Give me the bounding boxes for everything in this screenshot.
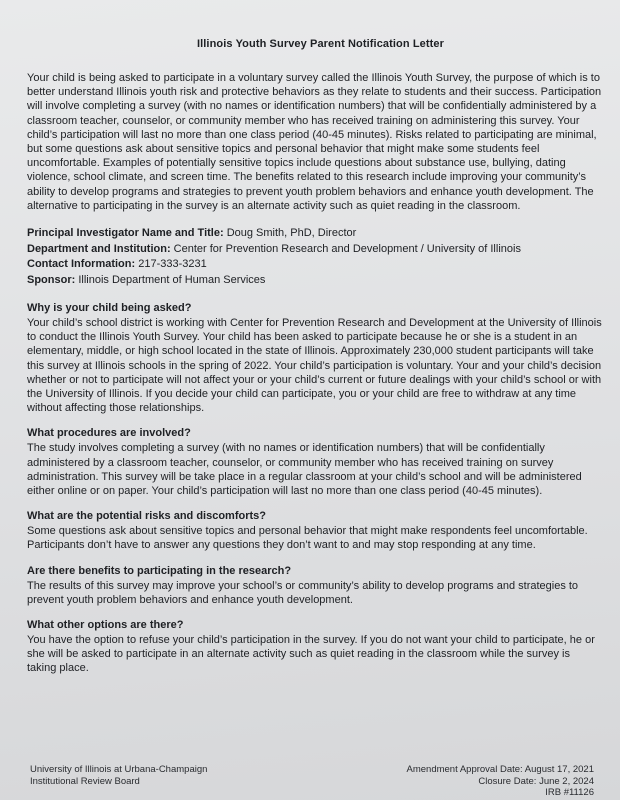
- footer-closure-date: Closure Date: June 2, 2024: [478, 775, 594, 787]
- investigator-name-value: Doug Smith, PhD, Director: [226, 227, 357, 240]
- contact-label: Contact Information:: [27, 258, 136, 271]
- footer-amendment-date: Amendment Approval Date: August 17, 2021: [406, 764, 594, 775]
- section-options: [27, 618, 602, 676]
- department-value: Center for Prevention Research and Development / University of Illinois: [173, 242, 521, 255]
- section-heading: What other options are there?: [27, 619, 184, 632]
- contact-line: [27, 257, 602, 273]
- section-risks: [27, 509, 602, 552]
- sponsor-value: Illinois Department of Human Services: [78, 273, 266, 286]
- investigator-name-line: [27, 226, 602, 242]
- section-why: [27, 301, 602, 415]
- footer-university: University of Illinois at Urbana-Champaign: [30, 764, 208, 775]
- sponsor-label: Sponsor:: [27, 273, 76, 286]
- investigator-name-label: Principal Investigator Name and Title:: [27, 227, 224, 240]
- section-benefits: [27, 564, 602, 607]
- section-heading: Why is your child being asked?: [27, 302, 192, 315]
- section-heading: What procedures are involved?: [27, 427, 191, 440]
- footer-irb-number: IRB #11126: [545, 787, 594, 798]
- section-body: The results of this survey may improve your school’s or community’s ability to develop programs and strategies to prevent youth problem behaviors and enhance youth development.: [27, 579, 579, 606]
- letter-title: Illinois Youth Survey Parent Notification Letter: [196, 38, 445, 50]
- section-heading: What are the potential risks and discomforts?: [27, 510, 266, 523]
- investigator-info: [27, 226, 602, 288]
- footer-board: Institutional Review Board: [30, 775, 140, 787]
- section-body: Some questions ask about sensitive topics and personal behavior that might make respondents feel uncomfortable. Participants don’t have to answer any questions they don’t want to and may stop responding at any time.: [27, 525, 588, 552]
- department-label: Department and Institution:: [27, 242, 171, 255]
- section-body: You have the option to refuse your child’s participation in the survey. If you do not want your child to participate, he or she will be asked to participate in an alternate activity such as quiet reading in the classroom while the survey is taking place.: [27, 634, 595, 675]
- sponsor-line: [27, 273, 602, 289]
- intro-paragraph: Your child is being asked to participate in a voluntary survey called the Illinois Youth Survey, the purpose of which is to better understand Illinois youth risk and protective behaviors as they relate to students and their success. Participation will involve completing a survey (with no names or identification numbers) that will be confidentially administered by a classroom teacher, counselor, or community member who has received training on administering this survey. Your child’s participation will last no more than one class period (40-45 minutes). Risks related to participating are minimal, but some questions ask about sensitive topics and personal behavior that might make some students feel uncomfortable. Examples of potentially sensitive topics include questions about substance use, bullying, dating violence, school climate, and screen time. The benefits related to this research include improving your community’s ability to develop programs and strategies to prevent youth problem behaviors and enhance youth development. The alternative to participating in the survey is an alternate activity such as quiet reading in the classroom.: [27, 72, 602, 212]
- footer-institution: [30, 764, 207, 787]
- footer-approval: [407, 764, 595, 799]
- department-line: [27, 242, 602, 258]
- section-body: Your child’s school district is working with Center for Prevention Research and Development at the University of Illinois to conduct the Illinois Youth Survey. Your child has been asked to participate because he or she is a student in an elementary, middle, or high school located in the state of Illinois. Approximately 230,000 student participants will take this survey at Illinois schools in the spring of 2022. Your child’s participation is voluntary. Your and your child’s decision whether or not to participate will not affect your or your child’s current or future dealings with your child’s school or with the University of Illinois. If you decide your child can participate, you or your child are free to withdraw at any time without affecting those relationships.: [27, 317, 602, 415]
- section-heading: Are there benefits to participating in the research?: [27, 564, 292, 577]
- section-body: The study involves completing a survey (with no names or identification numbers) that will be confidentially administered by a classroom teacher, counselor, or community member who has received training on survey administration. This survey will be take place in a regular classroom at your child’s school and will be administered either online or on paper. Your child’s participation will last no more than one class period (40-45 minutes).: [27, 442, 582, 498]
- contact-value: 217-333-3231: [138, 258, 207, 271]
- section-procedures: [27, 426, 602, 498]
